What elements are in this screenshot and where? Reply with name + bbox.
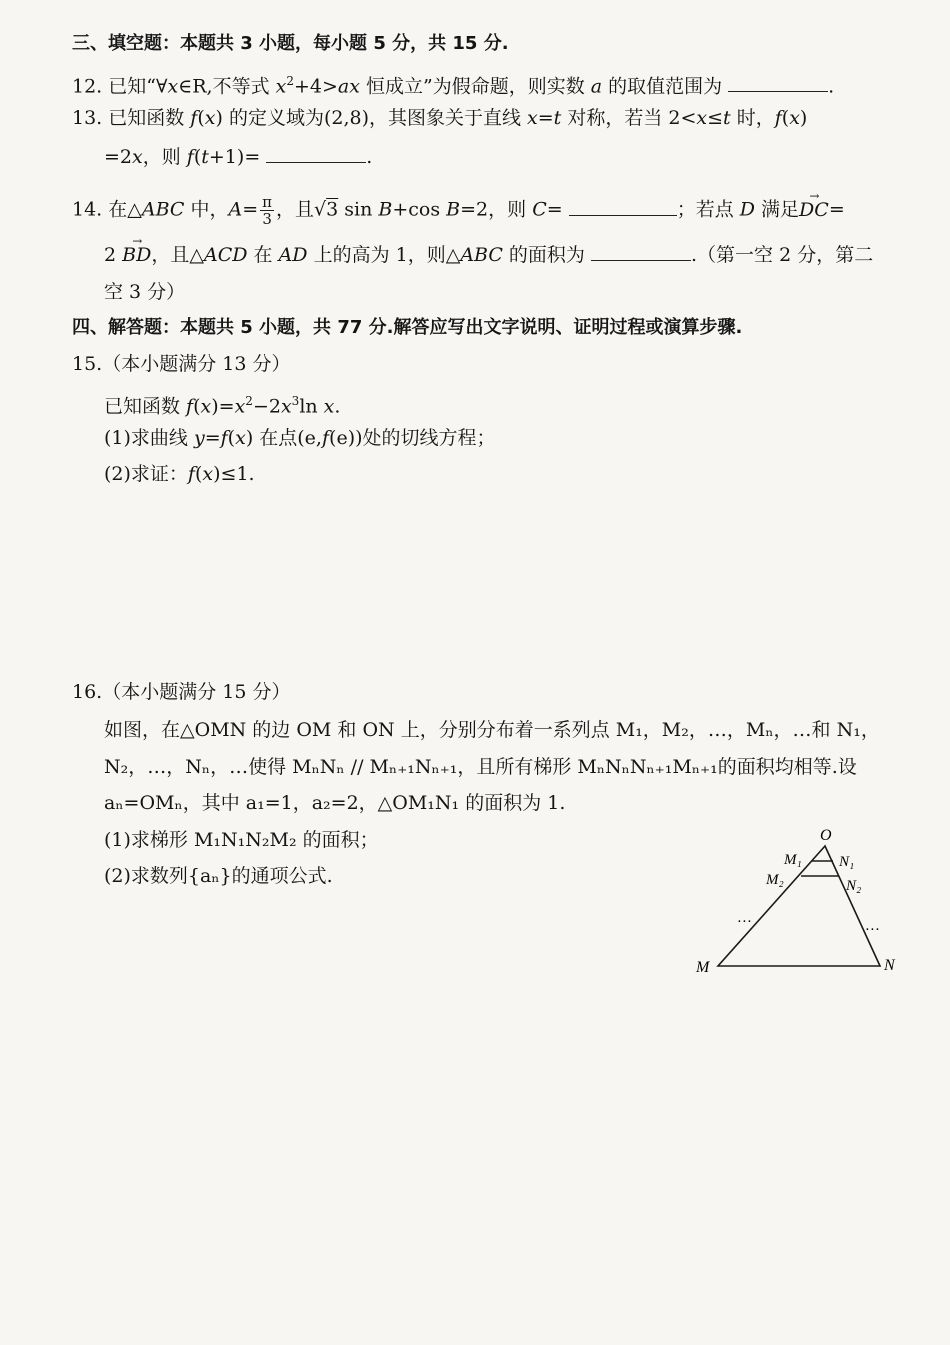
vector-dc: → DC (799, 198, 829, 222)
label-n: N (884, 957, 895, 974)
question-15-part2: (2)求证：f(x)≤1. (104, 463, 255, 485)
q14-text: = (546, 198, 563, 221)
q14-text: +cos (392, 198, 447, 221)
question-15-part1: (1)求曲线 y=f(x) 在点(e,f(e))处的切线方程； (104, 427, 496, 449)
label-o: O (820, 827, 832, 844)
q14-answer-blank-2[interactable] (591, 242, 691, 261)
q13-text: 13. 已知函数 (72, 107, 191, 129)
q15-text: ≤1. (220, 463, 255, 485)
q12-text: +4> (293, 75, 338, 98)
q12-text: 的取值范围为 (602, 75, 723, 98)
q15-text: (2)求证： (104, 463, 188, 485)
q14-text: sin (338, 198, 379, 221)
label-m1: M₁ (784, 852, 802, 868)
q14-text: = (242, 198, 259, 221)
q13-answer-blank[interactable] (266, 144, 366, 163)
dots-left: … (738, 910, 752, 926)
q14-text: 上的高为 1，则△ (307, 244, 461, 266)
question-15-statement: 已知函数 $f(x)=x^2-2x^3\ln$ x. (104, 394, 341, 418)
q14-text: ；若点 (676, 198, 740, 221)
q12-text: 12. 已知“∀ (72, 75, 168, 98)
q14-text: 满足 (754, 198, 800, 221)
q14-text: 14. 在△ (72, 198, 142, 221)
question-16-line2: N₂，…，Nₙ，…使得 MₙNₙ // Mₙ₊₁Nₙ₊₁，且所有梯形 MₙNₙNₙ₊₁Mₙ₊₁的面积均相等.设 (104, 756, 857, 778)
q14-text: 的面积为 (502, 244, 585, 266)
q14-text: =2，则 (460, 198, 533, 221)
label-n2: N₂ (846, 878, 862, 894)
question-14-line1: 14. 在△ABC 中，A= $\frac{\pi}{3}$ ，且√3 sin B+cos B=2，则 C= ；若点 D 满足→ DC= (72, 194, 845, 227)
pi-over-3-fraction (260, 194, 274, 227)
q15-text: ln (299, 395, 324, 418)
q13-text: 的定义域为(2,8)，其图象关于直线 (222, 107, 528, 129)
dots-right: … (866, 918, 880, 934)
q14-text: 2 (104, 244, 123, 266)
q14-text: .（第一空 2 分，第二 (690, 244, 874, 266)
q15-text: −2 (252, 395, 281, 418)
q15-text: 已知函数 (104, 395, 187, 418)
q14-answer-blank-1[interactable] (569, 197, 677, 216)
question-16-part1: (1)求梯形 M₁N₁N₂M₂ 的面积； (104, 829, 379, 851)
q13-text: 时， (730, 107, 775, 129)
question-16-line1: 如图，在△OMN 的边 OM 和 ON 上，分别分布着一系列点 M₁，M₂，…，Mₙ，…和 N₁， (104, 719, 880, 741)
q14-text: 在 (247, 244, 279, 266)
q12-answer-blank[interactable] (728, 73, 828, 92)
question-15-title: 15.（本小题满分 13 分） (72, 353, 291, 375)
question-14-line3: 空 3 分） (104, 281, 186, 303)
vector-bd: → BD (122, 243, 151, 267)
q14-text: 中， (184, 198, 229, 221)
q14-text: ，且△ (151, 244, 204, 266)
q13-text: = (244, 146, 261, 168)
q15-text: = (218, 395, 235, 418)
question-16-line3: aₙ=OMₙ，其中 a₁=1，a₂=2，△OM₁N₁ 的面积为 1. (104, 792, 566, 814)
q13-text: 对称，若当 2< (561, 107, 697, 129)
q15-text: 在点(e, (253, 427, 322, 449)
q15-text: )处的切线方程； (355, 427, 496, 449)
q12-text: 恒成立”为假命题，则实数 (359, 75, 591, 98)
label-m: M (696, 959, 710, 976)
triangle-omn-figure (690, 818, 910, 988)
q13-text: ≤ (707, 107, 724, 129)
q15-text: (1)求曲线 (104, 427, 194, 449)
q13-text: =2 (104, 146, 133, 168)
question-16-title: 16.（本小题满分 15 分） (72, 681, 291, 703)
question-12: 12. 已知“∀x∈R,不等式 $x^2+4>ax$ 恒成立”为假命题，则实数 a 的取值范围为 . (72, 74, 835, 98)
question-16-part2: (2)求数列{aₙ}的通项公式. (104, 865, 333, 887)
label-n1: N₁ (839, 854, 855, 870)
q14-text: ，且 (276, 198, 315, 221)
question-13-line2: =2x，则 f(t+1)= . (104, 146, 373, 168)
sqrt-radicand: 3 (326, 198, 339, 221)
section4-header: 四、解答题：本题共 5 小题，共 77 分.解答应写出文字说明、证明过程或演算步骤. (72, 317, 743, 338)
question-13-line1: 13. 已知函数 f(x) 的定义域为(2,8)，其图象关于直线 x=t 对称，若当 2<x≤t 时，f(x) (72, 107, 808, 129)
frac-denominator: 3 (262, 210, 272, 228)
question-14-line2: 2 → BD，且△ACD 在 AD 上的高为 1，则△ABC 的面积为 .（第一空 2 分，第二 (104, 242, 873, 267)
q13-text: ，则 (142, 146, 187, 168)
label-m2: M₂ (766, 872, 784, 888)
q12-text: ∈R,不等式 (178, 75, 276, 98)
section3-header: 三、填空题：本题共 3 小题，每小题 5 分，共 15 分. (72, 33, 509, 54)
frac-numerator: π (262, 193, 273, 211)
